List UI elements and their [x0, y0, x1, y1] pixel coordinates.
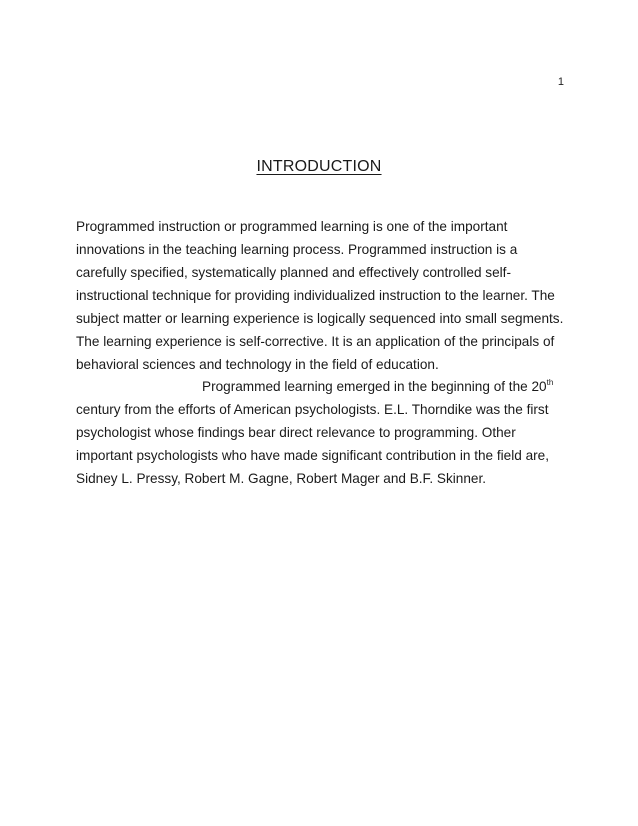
page-title: INTRODUCTION	[256, 158, 382, 175]
paragraph-1	[76, 215, 566, 376]
page-number: 1	[557, 76, 564, 88]
paragraph-line: carefully specified, systematically planned and effectively controlled self-	[76, 265, 511, 280]
superscript: th	[546, 378, 554, 387]
paragraph-line: century from the efforts of American psychologists. E.L. Thorndike was the first	[76, 402, 549, 417]
paragraph-line: The learning experience is self-corrective. It is an application of the principals of	[76, 334, 555, 349]
paragraph-first-line-text: Programmed learning emerged in the beginning of the 20	[202, 379, 547, 394]
paragraph-line: subject matter or learning experience is logically sequenced into small segments.	[76, 311, 564, 326]
paragraph-line: important psychologists who have made significant contribution in the field are,	[76, 448, 550, 463]
paragraph-first-line	[76, 375, 566, 398]
paragraph-line: Programmed instruction or programmed learning is one of the important	[76, 219, 508, 234]
paragraph-line: innovations in the teaching learning process. Programmed instruction is a	[76, 242, 518, 257]
paragraph-line: psychologist whose findings bear direct relevance to programming. Other	[76, 425, 516, 440]
paragraph-line: instructional technique for providing individualized instruction to the learner. The	[76, 288, 555, 303]
paragraph-2	[76, 375, 566, 490]
paragraph-line: Sidney L. Pressy, Robert M. Gagne, Robert Mager and B.F. Skinner.	[76, 471, 487, 486]
paragraph-line: behavioral sciences and technology in the field of education.	[76, 357, 439, 372]
